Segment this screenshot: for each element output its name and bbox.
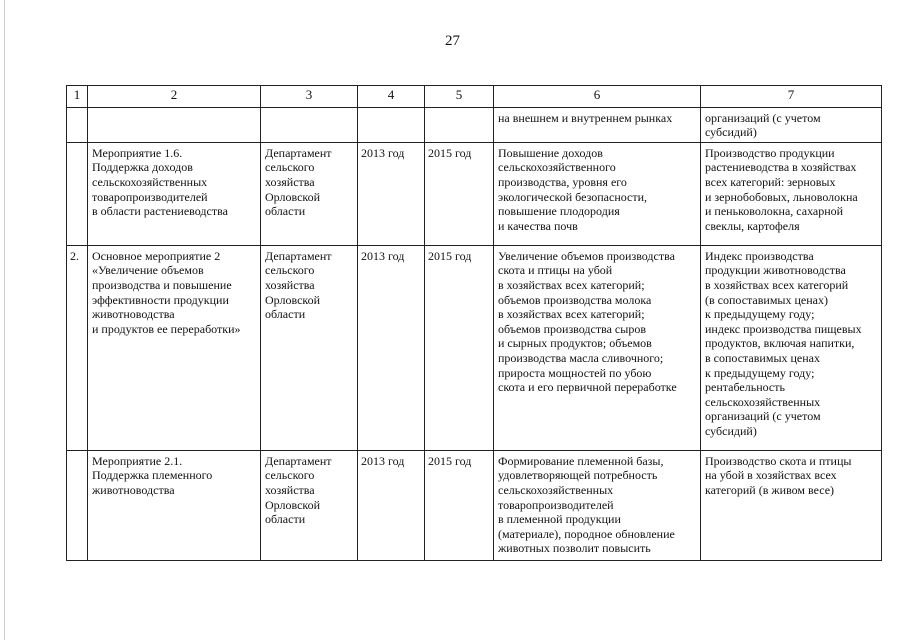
cell-text-line: скота и птицы на убой — [498, 263, 613, 278]
indicator-cell — [701, 142, 882, 245]
cell-text-line: повышение плодородия — [498, 204, 620, 219]
cell-text-line: организаций (с учетом — [705, 409, 821, 424]
cell-text-line: на убой в хозяйствах всех — [705, 468, 837, 483]
number-cell — [67, 450, 88, 560]
measures-table — [66, 85, 882, 561]
table-row — [67, 107, 882, 142]
cell-text-line: сельскохозяйственного — [498, 160, 616, 175]
cell-text-line: объемов производства молока — [498, 292, 652, 307]
cell-text-line: Орловской — [265, 189, 321, 204]
header-cell: 6 — [494, 86, 701, 108]
cell-text-line: животноводства — [92, 307, 175, 322]
end-year-cell — [425, 107, 494, 142]
cell-text-line: Департамент — [265, 248, 332, 263]
cell-text-line: и продуктов ее переработки» — [92, 321, 241, 336]
cell-text-line: Увеличение объемов производства — [498, 248, 675, 263]
cell-text-line: сельскохозяйственных — [705, 394, 821, 409]
start-year-cell: 2013 год — [358, 142, 425, 245]
expected-result-cell — [494, 450, 701, 560]
cell-text-line: производства масла сливочного; — [498, 350, 664, 365]
indicator-cell — [701, 245, 882, 450]
start-year-cell: 2013 год — [358, 450, 425, 560]
executor-cell — [261, 107, 358, 142]
page-number: 27 — [445, 33, 460, 49]
cell-text-line: сельского — [265, 160, 315, 175]
page-edge-line — [4, 0, 5, 640]
header-cell: 5 — [425, 86, 494, 108]
cell-text-line: субсидий) — [705, 423, 757, 438]
cell-text-line: субсидий) — [705, 125, 757, 140]
table-row — [67, 142, 882, 245]
cell-text-line: «Увеличение объемов — [92, 263, 204, 278]
header-cell: 7 — [701, 86, 882, 108]
table-header-row — [67, 86, 882, 108]
cell-text-line: в сопоставимых ценах — [705, 350, 820, 365]
cell-text-line: области — [265, 307, 306, 322]
measure-cell — [88, 245, 261, 450]
expected-result-cell — [494, 142, 701, 245]
table-row — [67, 245, 882, 450]
executor-cell — [261, 450, 358, 560]
cell-text-line: товаропроизводителей — [498, 497, 614, 512]
end-year-cell: 2015 год — [425, 450, 494, 560]
cell-text-line: животных позволит повысить — [498, 541, 651, 556]
cell-text-line: и сырных продуктов; объемов — [498, 336, 652, 351]
header-cell: 4 — [358, 86, 425, 108]
end-year-cell: 2015 год — [425, 245, 494, 450]
cell-text-line: Индекс производства — [705, 248, 814, 263]
cell-text-line: в хозяйствах всех категорий; — [498, 307, 645, 322]
executor-cell — [261, 142, 358, 245]
cell-text-line: животноводства — [92, 482, 175, 497]
cell-text-line: рентабельность — [705, 380, 785, 395]
cell-text-line: хозяйства — [265, 174, 315, 189]
start-year-cell: 2013 год — [358, 245, 425, 450]
cell-text-line: сельскохозяйственных — [92, 174, 208, 189]
cell-text-line: Департамент — [265, 453, 332, 468]
cell-text-line: Мероприятие 2.1. — [92, 453, 183, 468]
cell-text-line: к предыдущему году; — [705, 365, 815, 380]
cell-text-line: производства и повышение — [92, 277, 232, 292]
expected-result-cell — [494, 245, 701, 450]
cell-text-line: сельского — [265, 263, 315, 278]
cell-text-line: хозяйства — [265, 277, 315, 292]
executor-cell — [261, 245, 358, 450]
indicator-cell — [701, 107, 882, 142]
cell-text-line: на внешнем и внутреннем рынках — [498, 110, 673, 125]
cell-text-line: товаропроизводителей — [92, 189, 208, 204]
cell-text-line: свеклы, картофеля — [705, 218, 800, 233]
header-cell: 2 — [88, 86, 261, 108]
cell-text-line: экологической безопасности, — [498, 189, 648, 204]
cell-text-line: продукции животноводства — [705, 263, 846, 278]
cell-text-line: удовлетворяющей потребность — [498, 468, 658, 483]
cell-text-line: и пеньковолокна, сахарной — [705, 204, 844, 219]
cell-text-line: сельскохозяйственных — [498, 482, 614, 497]
cell-text-line: категорий (в живом весе) — [705, 482, 835, 497]
header-cell: 3 — [261, 86, 358, 108]
cell-text-line: эффективности продукции — [92, 292, 229, 307]
cell-text-line: области — [265, 512, 306, 527]
expected-result-cell — [494, 107, 701, 142]
cell-text-line: в области растениеводства — [92, 204, 228, 219]
cell-text-line: объемов производства сыров — [498, 321, 646, 336]
start-year-cell — [358, 107, 425, 142]
cell-text-line: прироста мощностей по убою — [498, 365, 652, 380]
cell-text-line: области — [265, 204, 306, 219]
cell-text-line: Повышение доходов — [498, 145, 603, 160]
cell-text-line: Мероприятие 1.6. — [92, 145, 183, 160]
cell-text-line: Орловской — [265, 292, 321, 307]
cell-text-line: Поддержка доходов — [92, 160, 193, 175]
cell-text-line: производства, уровня его — [498, 174, 627, 189]
indicator-cell — [701, 450, 882, 560]
cell-text-line: хозяйства — [265, 482, 315, 497]
cell-text-line: в хозяйствах всех категорий; — [498, 277, 645, 292]
cell-text-line: Поддержка племенного — [92, 468, 213, 483]
cell-text-line: Основное мероприятие 2 — [92, 248, 221, 263]
cell-text-line: в хозяйствах всех категорий — [705, 277, 849, 292]
cell-text-line: (в сопоставимых ценах) — [705, 292, 828, 307]
cell-text-line: и зернобобовых, льноволокна — [705, 189, 858, 204]
number-cell: 2. — [67, 245, 88, 450]
end-year-cell: 2015 год — [425, 142, 494, 245]
cell-text-line: Орловской — [265, 497, 321, 512]
cell-text-line: продуктов, включая напитки, — [705, 336, 855, 351]
cell-text-line: в племенной продукции — [498, 512, 621, 527]
cell-text-line: скота и его первичной переработке — [498, 380, 677, 395]
header-cell: 1 — [67, 86, 88, 108]
number-cell — [67, 107, 88, 142]
cell-text-line: индекс производства пищевых — [705, 321, 862, 336]
measure-cell — [88, 142, 261, 245]
cell-text-line: организаций (с учетом — [705, 110, 821, 125]
cell-text-line: (материале), породное обновление — [498, 526, 675, 541]
cell-text-line: к предыдущему году; — [705, 307, 815, 322]
cell-text-line: Формирование племенной базы, — [498, 453, 664, 468]
cell-text-line: Производство продукции — [705, 145, 835, 160]
cell-text-line: Производство скота и птицы — [705, 453, 852, 468]
number-cell — [67, 142, 88, 245]
cell-text-line: Департамент — [265, 145, 332, 160]
measure-cell — [88, 107, 261, 142]
cell-text-line: и качества почв — [498, 218, 578, 233]
cell-text-line: растениеводства в хозяйствах — [705, 160, 857, 175]
cell-text-line: сельского — [265, 468, 315, 483]
measure-cell — [88, 450, 261, 560]
table-row — [67, 450, 882, 560]
cell-text-line: всех категорий: зерновых — [705, 174, 836, 189]
